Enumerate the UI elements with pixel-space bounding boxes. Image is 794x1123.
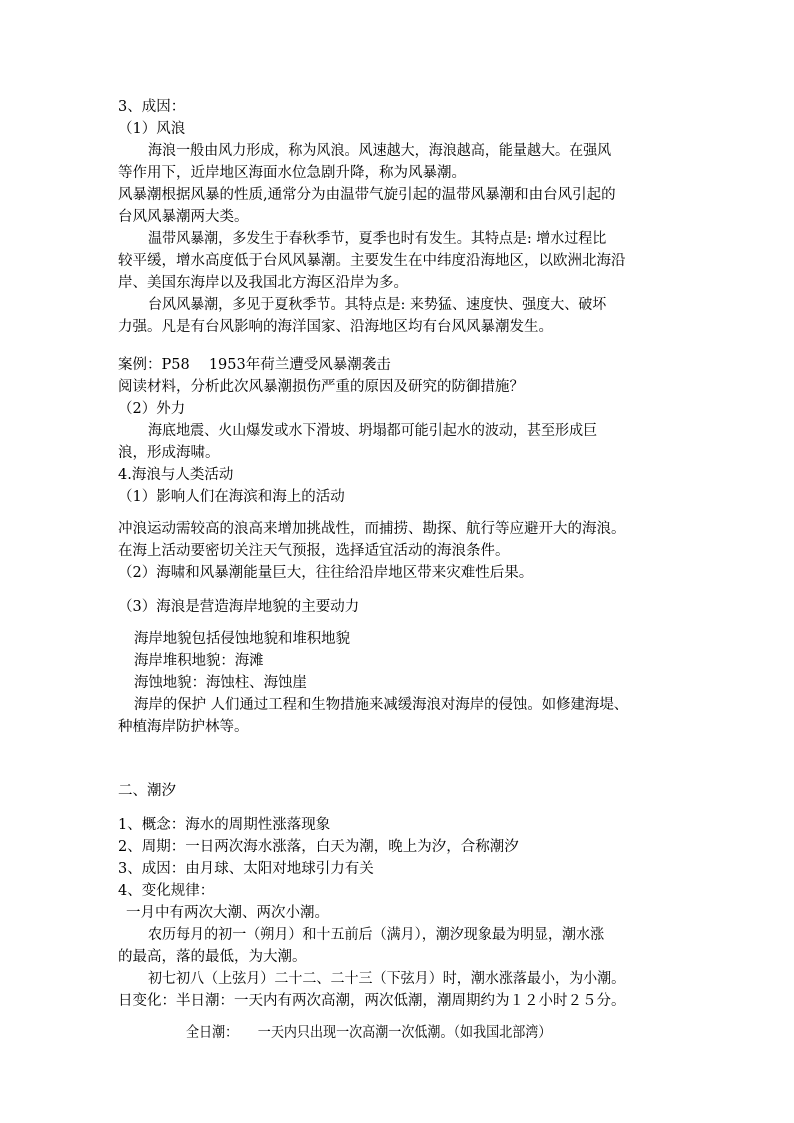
paragraph-line: 较平缓，增水高度低于台风风暴潮。主要发生在中纬度沿海地区，以欧洲北海沿 <box>118 253 626 269</box>
section-3-title: 3、成因： <box>118 99 186 115</box>
section-4-title: 4.海浪与人类活动 <box>118 467 234 483</box>
paragraph-line: 海底地震、火山爆发或水下滑坡、坍塌都可能引起水的波动，甚至形成巨 <box>148 423 598 439</box>
tide-item: 3、成因：由月球、太阳对地球引力有关 <box>118 861 374 877</box>
tide-item: 4、变化规律： <box>118 883 215 899</box>
paragraph-line: 温带风暴潮，多发生于春秋季节，夏季也时有发生。其特点是: 增水过程比 <box>148 231 607 247</box>
paragraph-line: 风暴潮根据风暴的性质,通常分为由温带气旋引起的温带风暴潮和由台风引起的 <box>118 187 616 203</box>
paragraph-line: 海浪一般由风力形成，称为风浪。风速越大，海浪越高，能量越大。在强风 <box>148 143 612 159</box>
part-2-title: 二、潮汐 <box>118 783 176 799</box>
subsection-coastal-landforms: （3）海浪是营造海岸地貌的主要动力 <box>118 599 360 615</box>
paragraph-line: 初七初八（上弦月）二十二、二十三（下弦月）时，潮水涨落最小，为小潮。 <box>148 971 626 987</box>
paragraph-line: 台风风暴潮，多见于夏秋季节。其特点是: 来势猛、速度快、强度大、破坏 <box>148 297 607 313</box>
case-title: 案例：P58 1953年荷兰遭受风暴潮袭击 <box>118 357 391 373</box>
paragraph-line: 日变化：半日潮：一天内有两次高潮，两次低潮，潮周期约为１２小时２５分。 <box>118 993 626 1009</box>
paragraph-line: 等作用下，近岸地区海面水位急剧升降，称为风暴潮。 <box>118 165 466 181</box>
paragraph-line: 海岸地貌包括侵蚀地貌和堆积地貌 <box>134 631 350 647</box>
subsection-activities: （1）影响人们在海滨和海上的活动 <box>118 489 345 505</box>
paragraph-line: 力强。凡是有台风影响的海洋国家、沿海地区均有台风风暴潮发生。 <box>118 319 553 335</box>
paragraph-line: 一月中有两次大潮、两次小潮。 <box>126 905 329 921</box>
paragraph-line: 海蚀地貌：海蚀柱、海蚀崖 <box>134 675 307 691</box>
paragraph-line: 海岸堆积地貌：海滩 <box>134 653 264 669</box>
paragraph-line: 海岸的保护 人们通过工程和生物措施来减缓海浪对海岸的侵蚀。如修建海堤、 <box>134 697 629 713</box>
subsection-wind-waves: （1）风浪 <box>118 121 186 137</box>
tide-item: 1、概念：海水的周期性涨落现象 <box>118 817 331 833</box>
paragraph-line: 的最高，落的最低，为大潮。 <box>118 949 307 965</box>
paragraph-line: 种植海岸防护林等。 <box>118 719 249 735</box>
subsection-disaster: （2）海啸和风暴潮能量巨大，往往给沿岸地区带来灾难性后果。 <box>118 565 534 581</box>
paragraph-line: 农历每月的初一（朔月）和十五前后（满月），潮汐现象最为明显，潮水涨 <box>148 927 605 943</box>
paragraph-line: 台风风暴潮两大类。 <box>118 209 249 225</box>
paragraph-line: 浪，形成海啸。 <box>118 445 220 461</box>
subsection-external-force: （2）外力 <box>118 401 186 417</box>
paragraph-line: 全日潮： 一天内只出现一次高潮一次低潮。（如我国北部湾） <box>186 1025 552 1041</box>
paragraph-line: 岸、美国东海岸以及我国北方海区沿岸为多。 <box>118 275 408 291</box>
case-question: 阅读材料，分析此次风暴潮损伤严重的原因及研究的防御措施？ <box>118 379 524 395</box>
paragraph-line: 冲浪运动需较高的浪高来增加挑战性，而捕捞、勘探、航行等应避开大的海浪。 <box>118 521 626 537</box>
paragraph-line: 在海上活动要密切关注天气预报，选择适宜活动的海浪条件。 <box>118 543 510 559</box>
tide-item: 2、周期：一日两次海水涨落，白天为潮，晚上为汐，合称潮汐 <box>118 839 519 855</box>
